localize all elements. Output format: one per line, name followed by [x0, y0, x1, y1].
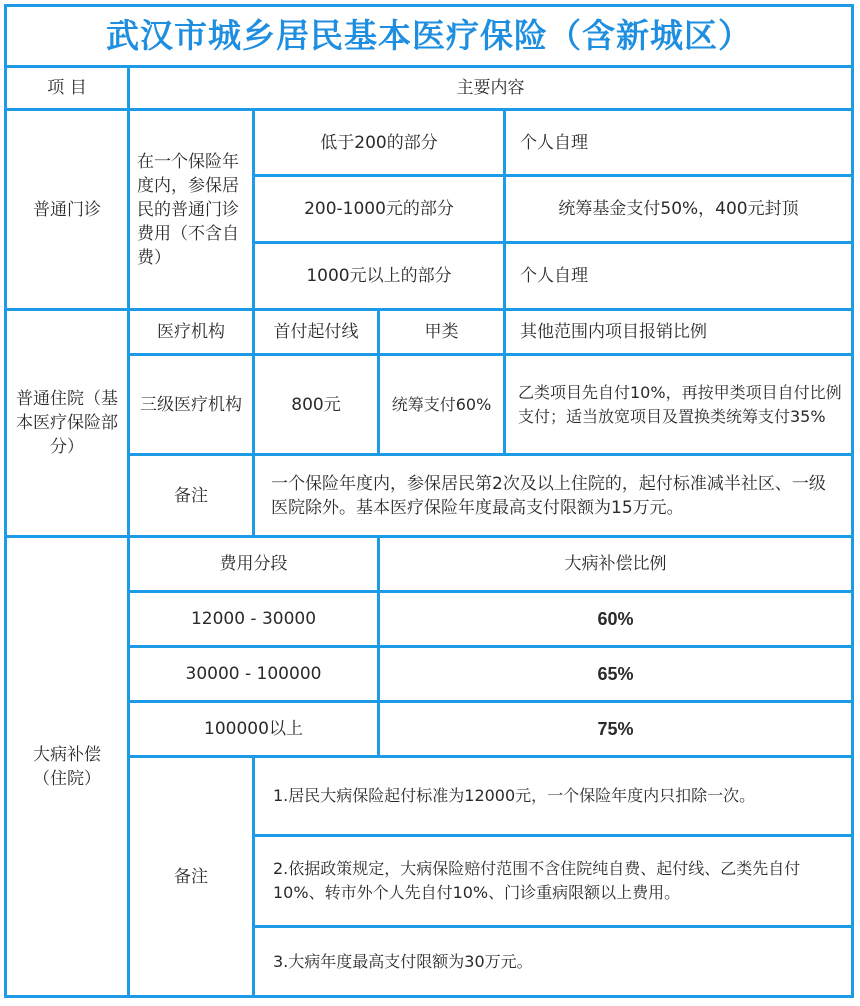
insurance-table [4, 4, 854, 998]
critical-note-label: 备注 [174, 866, 208, 887]
inpatient-category: 普通住院（基本医疗保险部分） [16, 389, 118, 457]
inpatient-deductible: 800元 [291, 394, 341, 415]
critical-ratio: 60% [597, 609, 634, 629]
outpatient-rule: 个人自理 [520, 266, 588, 286]
outpatient-rule: 统筹基金支付50%，400元封顶 [558, 199, 799, 219]
inpatient-class-a: 统筹支付60% [391, 394, 492, 414]
inpatient-head-deductible: 首付起付线 [273, 322, 359, 342]
page-title: 武汉市城乡居民基本医疗保险（含新城区） [106, 16, 752, 55]
critical-head-segment: 费用分段 [219, 554, 288, 574]
outpatient-range: 1000元以上的部分 [306, 266, 452, 286]
critical-note: 2.依据政策规定，大病保险赔付范围不含住院纯自费、起付线、乙类先自付10%、转市外个人先自付10%、门诊重病限额以上费用。 [273, 859, 801, 902]
inpatient-other: 乙类项目先自付10%，再按甲类项目自付比例支付；适当放宽项目及置换类统筹支付35% [518, 382, 842, 426]
critical-segment: 12000 - 30000 [190, 609, 317, 629]
outpatient-range: 低于200的部分 [320, 132, 438, 153]
outpatient-range: 200-1000元的部分 [304, 199, 454, 219]
inpatient-head-institution: 医疗机构 [157, 322, 225, 342]
inpatient-head-class-a: 甲类 [424, 322, 459, 342]
critical-note: 3.大病年度最高支付限额为30万元。 [273, 951, 533, 971]
critical-head-ratio: 大病补偿比例 [564, 554, 667, 574]
outpatient-rule: 个人自理 [520, 132, 588, 153]
inpatient-note-label: 备注 [174, 485, 208, 506]
critical-category: 大病补偿（住院） [33, 744, 101, 789]
outpatient-category: 普通门诊 [33, 199, 101, 220]
inpatient-note: 一个保险年度内，参保居民第2次及以上住院的，起付标准减半社区、一级医院除外。基本医疗保险年度最高支付限额为15万元。 [271, 473, 826, 518]
inpatient-institution: 三级医疗机构 [140, 394, 242, 415]
header-content: 主要内容 [456, 78, 525, 98]
critical-ratio: 65% [597, 664, 634, 684]
critical-ratio: 75% [597, 719, 634, 739]
header-item: 项 目 [47, 78, 87, 98]
critical-note: 1.居民大病保险起付标准为12000元，一个保险年度内只扣除一次。 [273, 786, 756, 805]
outpatient-description: 在一个保险年度内，参保居民的普通门诊费用（不含自费） [137, 151, 239, 268]
inpatient-head-other: 其他范围内项目报销比例 [520, 322, 707, 342]
critical-segment: 100000以上 [204, 719, 303, 739]
critical-segment: 30000 - 100000 [185, 664, 322, 684]
